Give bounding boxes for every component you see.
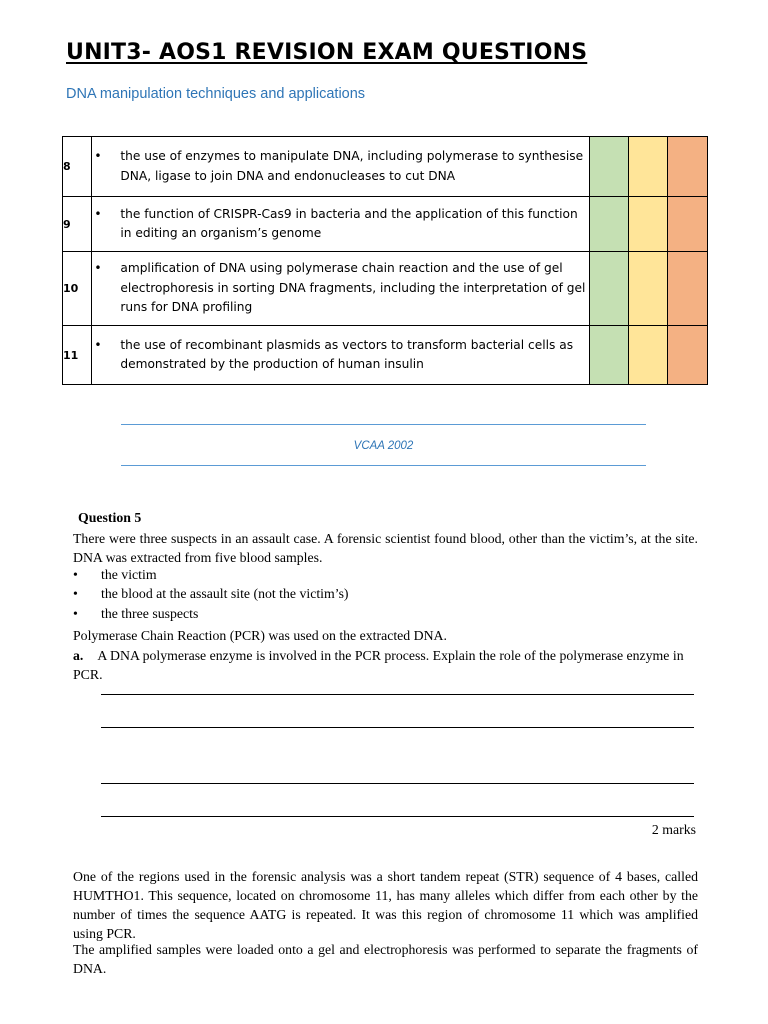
sample-text: the victim bbox=[101, 567, 157, 582]
yellow-rating-cell[interactable] bbox=[629, 137, 668, 197]
answer-line[interactable] bbox=[101, 783, 694, 784]
bullet-icon: • bbox=[73, 606, 78, 621]
outcome-text: the function of CRISPR-Cas9 in bacteria and the application of this function in editing an organism’s genome bbox=[120, 206, 578, 240]
gel-paragraph: The amplified samples were loaded onto a gel and electrophoresis was performed to separate the fragments of DNA. bbox=[73, 942, 698, 976]
answer-line[interactable] bbox=[101, 727, 694, 728]
orange-rating-cell[interactable] bbox=[668, 137, 708, 197]
outcomes-table bbox=[62, 136, 708, 385]
sample-text: the blood at the assault site (not the victim’s) bbox=[101, 586, 349, 601]
source-bottom-rule bbox=[121, 465, 646, 466]
outcome-number: 8 bbox=[63, 137, 92, 197]
bullet-icon: • bbox=[94, 337, 102, 352]
green-rating-cell[interactable] bbox=[589, 197, 628, 252]
str-paragraph: One of the regions used in the forensic analysis was a short tandem repeat (STR) sequence of 4 bases, called HUMTHO1. This sequence, located on chromosome 11, has many alleles which differ from each other by the number of times the sequence AATG is repeated. It was this region of chromosome 11 which was amplified using PCR. bbox=[73, 869, 698, 941]
outcome-number: 11 bbox=[63, 326, 92, 385]
outcome-text: the use of recombinant plasmids as vectors to transform bacterial cells as demonstrated by the production of human insulin bbox=[120, 337, 574, 371]
yellow-rating-cell[interactable] bbox=[629, 252, 668, 326]
marks-label: 2 marks bbox=[651, 822, 696, 837]
question-heading: Question 5 bbox=[78, 510, 142, 525]
orange-rating-cell[interactable] bbox=[668, 326, 708, 385]
table-row bbox=[63, 326, 708, 385]
part-a-letter: a. bbox=[73, 648, 84, 663]
section-subtitle: DNA manipulation techniques and applications bbox=[66, 86, 366, 102]
answer-line[interactable] bbox=[101, 816, 694, 817]
bullet-icon: • bbox=[94, 206, 102, 221]
outcome-number: 10 bbox=[63, 252, 92, 326]
sample-text: the three suspects bbox=[101, 606, 199, 621]
yellow-rating-cell[interactable] bbox=[629, 326, 668, 385]
outcome-text: the use of enzymes to manipulate DNA, including polymerase to synthesise DNA, ligase to join DNA and endonucleases to cut DNA bbox=[120, 149, 584, 183]
bullet-icon: • bbox=[73, 567, 78, 582]
part-a-question bbox=[73, 646, 698, 684]
part-a-text: A DNA polymerase enzyme is involved in the PCR process. Explain the role of the polymerase enzyme in PCR. bbox=[73, 648, 684, 682]
green-rating-cell[interactable] bbox=[589, 326, 628, 385]
source-top-rule bbox=[121, 424, 646, 425]
table-row bbox=[63, 252, 708, 326]
list-item bbox=[73, 586, 349, 602]
list-item bbox=[73, 606, 198, 622]
answer-line[interactable] bbox=[101, 694, 694, 695]
bullet-icon: • bbox=[94, 149, 102, 163]
orange-rating-cell[interactable] bbox=[668, 252, 708, 326]
bullet-icon: • bbox=[94, 261, 102, 276]
list-item bbox=[73, 567, 157, 583]
orange-rating-cell[interactable] bbox=[668, 197, 708, 252]
table-row bbox=[63, 197, 708, 252]
pcr-sentence: Polymerase Chain Reaction (PCR) was used on the extracted DNA. bbox=[73, 628, 447, 643]
page-title: UNIT3- AOS1 REVISION EXAM QUESTIONS bbox=[66, 40, 588, 65]
green-rating-cell[interactable] bbox=[589, 137, 628, 197]
question-intro: There were three suspects in an assault case. A forensic scientist found blood, other than the victim’s, at the site. DNA was extracted from five blood samples. bbox=[73, 531, 698, 565]
bullet-icon: • bbox=[73, 586, 78, 601]
green-rating-cell[interactable] bbox=[589, 252, 628, 326]
source-label: VCAA 2002 bbox=[353, 440, 414, 452]
outcome-number: 9 bbox=[63, 197, 92, 252]
outcome-text: amplification of DNA using polymerase chain reaction and the use of gel electrophoresis in sorting DNA fragments, including the interpretation of gel runs for DNA profiling bbox=[120, 261, 586, 315]
yellow-rating-cell[interactable] bbox=[629, 197, 668, 252]
table-row bbox=[63, 137, 708, 197]
